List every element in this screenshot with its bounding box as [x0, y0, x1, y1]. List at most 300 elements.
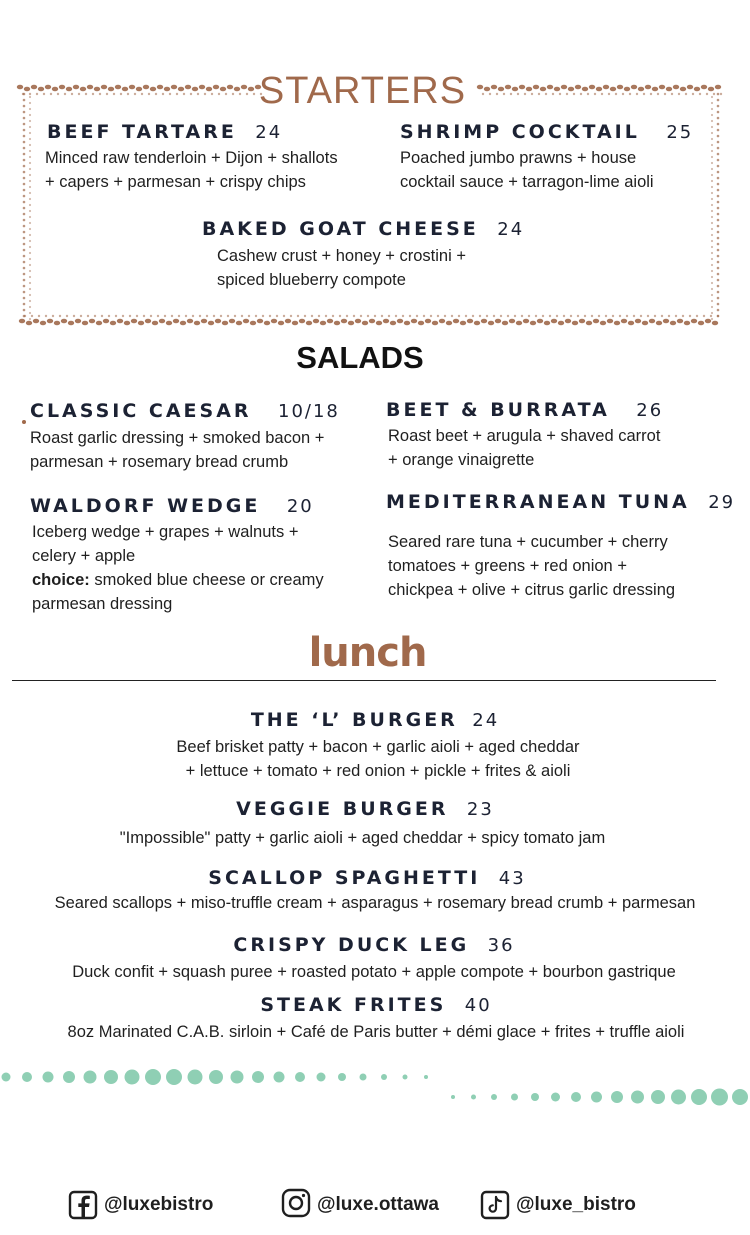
frame-dot	[169, 93, 171, 95]
frame-dot	[31, 315, 33, 317]
frame-dot	[489, 93, 491, 95]
green-dot	[451, 1095, 455, 1099]
frame-dot	[199, 315, 201, 317]
frame-dot	[717, 225, 720, 228]
frame-dot	[23, 261, 26, 264]
frame-dot	[507, 315, 509, 317]
social-tiktok[interactable]	[480, 1190, 636, 1220]
frame-dot	[717, 243, 720, 246]
frame-dot	[360, 315, 362, 317]
frame-dot	[29, 258, 31, 260]
frame-dot	[299, 319, 305, 324]
frame-dot	[554, 87, 560, 92]
frame-dot	[711, 258, 713, 260]
frame-dot	[23, 243, 26, 246]
frame-dot	[250, 321, 256, 326]
frame-dot	[23, 273, 26, 276]
frame-dot	[367, 315, 369, 317]
green-dot	[22, 1072, 32, 1082]
frame-dot	[717, 123, 720, 126]
frame-dot	[113, 93, 115, 95]
frame-dot	[255, 315, 257, 317]
green-dot	[274, 1072, 285, 1083]
item-name: STEAK FRITES	[260, 994, 447, 1016]
item-name: THE ‘L’ BURGER	[250, 709, 458, 731]
item-name: BAKED GOAT CHEESE	[202, 218, 479, 240]
frame-dot	[374, 315, 376, 317]
frame-dot	[381, 315, 383, 317]
frame-dot	[178, 315, 180, 317]
frame-dot	[278, 321, 284, 326]
frame-dot	[234, 315, 236, 317]
frame-dot	[654, 315, 656, 317]
menu-item-l-burger	[0, 709, 750, 731]
frame-dot	[711, 306, 713, 308]
frame-dot	[24, 87, 30, 92]
frame-dot	[495, 319, 501, 324]
frame-dot	[617, 85, 623, 90]
frame-dot	[643, 93, 645, 95]
frame-dot	[346, 315, 348, 317]
menu-item-beet-burrata	[386, 399, 663, 421]
frame-dot	[225, 93, 227, 95]
frame-dot	[537, 319, 543, 324]
frame-dot	[652, 87, 658, 92]
frame-dot	[711, 312, 713, 314]
frame-dot	[717, 219, 720, 222]
frame-dot	[33, 319, 39, 324]
frame-dot	[117, 319, 123, 324]
frame-dot	[185, 85, 191, 90]
frame-dot	[85, 93, 87, 95]
frame-dot	[444, 315, 446, 317]
frame-dot	[285, 319, 291, 324]
frame-dot	[717, 231, 720, 234]
frame-dot	[703, 315, 705, 317]
frame-dot	[23, 183, 26, 186]
frame-dot	[129, 85, 135, 90]
decorative-dot	[22, 420, 26, 424]
frame-dot	[570, 315, 572, 317]
frame-dot	[29, 234, 31, 236]
frame-dot	[66, 87, 72, 92]
frame-dot	[206, 315, 208, 317]
frame-dot	[23, 279, 26, 282]
frame-dot	[66, 315, 68, 317]
frame-dot	[711, 168, 713, 170]
menu-item-mediterranean-tuna	[386, 491, 735, 513]
frame-dot	[339, 315, 341, 317]
frame-dot	[143, 85, 149, 90]
frame-dot	[23, 135, 26, 138]
item-description: Cashew crust + honey + crostini + spiced blueberry compote	[217, 247, 466, 289]
frame-dot	[215, 319, 221, 324]
frame-dot	[423, 315, 425, 317]
frame-dot	[29, 162, 31, 164]
frame-dot	[460, 321, 466, 326]
frame-dot	[531, 93, 533, 95]
frame-dot	[711, 204, 713, 206]
frame-dot	[484, 87, 490, 92]
frame-dot	[437, 315, 439, 317]
frame-dot	[717, 105, 720, 108]
frame-dot	[143, 315, 145, 317]
frame-dot	[624, 87, 630, 92]
frame-dot	[241, 315, 243, 317]
frame-dot	[120, 93, 122, 95]
frame-dot	[29, 270, 31, 272]
frame-dot	[311, 315, 313, 317]
frame-dot	[559, 93, 561, 95]
frame-dot	[682, 315, 684, 317]
frame-dot	[157, 315, 159, 317]
frame-dot	[638, 87, 644, 92]
frame-dot	[711, 132, 713, 134]
item-description: Iceberg wedge + grapes + walnuts + celery + apple choice: smoked blue cheese or creamy parmesan dressing	[32, 523, 324, 613]
frame-dot	[155, 93, 157, 95]
frame-dot	[708, 87, 714, 92]
frame-dot	[192, 87, 198, 92]
frame-dot	[711, 288, 713, 290]
frame-dot	[23, 255, 26, 258]
frame-dot	[59, 315, 61, 317]
frame-dot	[269, 315, 271, 317]
frame-dot	[23, 147, 26, 150]
frame-dot	[164, 87, 170, 92]
green-dot	[231, 1071, 244, 1084]
frame-dot	[23, 159, 26, 162]
frame-dot	[397, 319, 403, 324]
item-name: BEET & BURRATA	[386, 399, 610, 421]
item-description: "Impossible" patty + garlic aioli + aged cheddar + spicy tomato jam	[119, 829, 606, 847]
menu-item-steak-frites	[0, 994, 750, 1016]
frame-dot	[717, 183, 720, 186]
frame-dot	[73, 85, 79, 90]
frame-dot	[711, 102, 713, 104]
frame-dot	[127, 93, 129, 95]
frame-dot	[38, 315, 40, 317]
frame-dot	[526, 87, 532, 92]
frame-dot	[717, 189, 720, 192]
frame-dot	[64, 93, 66, 95]
frame-dot	[717, 147, 720, 150]
item-description: 8oz Marinated C.A.B. sirloin + Café de Paris butter + démi glace + frites + truffle aioli	[67, 1023, 685, 1041]
frame-dot	[388, 315, 390, 317]
frame-dot	[614, 321, 620, 326]
green-dot	[125, 1070, 140, 1085]
frame-dot	[29, 240, 31, 242]
frame-dot	[711, 144, 713, 146]
green-dot	[63, 1071, 75, 1083]
frame-dot	[80, 87, 86, 92]
frame-dot	[663, 319, 669, 324]
frame-dot	[78, 93, 80, 95]
frame-dot	[29, 96, 31, 98]
frame-dot	[711, 300, 713, 302]
frame-dot	[23, 105, 26, 108]
frame-dot	[538, 93, 540, 95]
frame-dot	[47, 319, 53, 324]
frame-dot	[711, 120, 713, 122]
frame-dot	[710, 315, 712, 317]
frame-dot	[524, 93, 526, 95]
frame-dot	[717, 177, 720, 180]
green-dot	[732, 1089, 748, 1105]
frame-dot	[717, 165, 720, 168]
frame-dot	[178, 87, 184, 92]
frame-dot	[54, 321, 60, 326]
item-price: 24	[497, 219, 525, 240]
frame-dot	[29, 288, 31, 290]
frame-dot	[23, 291, 26, 294]
frame-dot	[509, 319, 515, 324]
frame-dot	[661, 315, 663, 317]
frame-dot	[711, 294, 713, 296]
frame-dot	[458, 315, 460, 317]
frame-dot	[29, 294, 31, 296]
frame-dot	[390, 321, 396, 326]
frame-dot	[29, 108, 31, 110]
frame-dot	[122, 87, 128, 92]
frame-dot	[622, 93, 624, 95]
frame-dot	[136, 87, 142, 92]
frame-dot	[264, 321, 270, 326]
lunch-title: lunch	[308, 630, 427, 676]
green-dot	[611, 1091, 623, 1103]
frame-dot	[171, 315, 173, 317]
frame-dot	[23, 195, 26, 198]
frame-dot	[608, 93, 610, 95]
frame-dot	[514, 315, 516, 317]
frame-dot	[717, 207, 720, 210]
social-instagram[interactable]	[281, 1188, 439, 1218]
frame-dot	[640, 315, 642, 317]
frame-dot	[711, 318, 713, 320]
frame-dot	[19, 319, 25, 324]
instagram-icon	[281, 1188, 311, 1218]
green-dot	[403, 1075, 408, 1080]
frame-dot	[194, 321, 200, 326]
frame-dot	[713, 93, 715, 95]
frame-dot	[607, 319, 613, 324]
frame-dot	[594, 93, 596, 95]
frame-dot	[40, 321, 46, 326]
frame-dot	[717, 309, 720, 312]
frame-dot	[479, 315, 481, 317]
frame-dot	[257, 319, 263, 324]
tiktok-icon	[480, 1190, 510, 1220]
frame-dot	[185, 315, 187, 317]
frame-dot	[23, 315, 26, 318]
menu-item-classic-caesar	[30, 400, 340, 422]
frame-dot	[369, 319, 375, 324]
frame-dot	[575, 85, 581, 90]
frame-dot	[292, 321, 298, 326]
frame-dot	[138, 321, 144, 326]
frame-dot	[502, 321, 508, 326]
frame-dot	[220, 87, 226, 92]
frame-dot	[711, 240, 713, 242]
frame-dot	[432, 321, 438, 326]
frame-dot	[232, 93, 234, 95]
frame-dot	[689, 315, 691, 317]
frame-dot	[23, 309, 26, 312]
frame-dot	[23, 177, 26, 180]
frame-dot	[152, 321, 158, 326]
frame-dot	[23, 207, 26, 210]
frame-dot	[29, 264, 31, 266]
frame-dot	[626, 315, 628, 317]
frame-dot	[276, 315, 278, 317]
frame-dot	[715, 85, 721, 90]
frame-dot	[717, 255, 720, 258]
frame-dot	[92, 93, 94, 95]
frame-dot	[711, 126, 713, 128]
item-price: 24	[472, 710, 500, 731]
social-facebook[interactable]	[68, 1190, 213, 1220]
frame-dot	[38, 87, 44, 92]
frame-dot	[29, 210, 31, 212]
frame-dot	[248, 87, 254, 92]
frame-dot	[556, 315, 558, 317]
frame-dot	[659, 85, 665, 90]
frame-dot	[496, 93, 498, 95]
frame-dot	[29, 282, 31, 284]
green-dot	[671, 1090, 686, 1105]
frame-dot	[94, 315, 96, 317]
frame-dot	[23, 201, 26, 204]
menu-item-scallop-spaghetti	[0, 867, 734, 889]
frame-dot	[717, 297, 720, 300]
frame-dot	[636, 93, 638, 95]
frame-dot	[383, 319, 389, 324]
frame-dot	[687, 85, 693, 90]
frame-dot	[678, 93, 680, 95]
frame-dot	[717, 135, 720, 138]
frame-dot	[325, 315, 327, 317]
green-dot	[166, 1069, 182, 1085]
tiktok-handle: @luxe_bistro	[516, 1194, 636, 1215]
menu-item-waldorf-wedge	[30, 495, 314, 517]
frame-dot	[717, 141, 720, 144]
item-name: WALDORF WEDGE	[30, 495, 261, 517]
frame-dot	[341, 319, 347, 324]
green-dot	[84, 1071, 97, 1084]
frame-dot	[711, 138, 713, 140]
frame-dot	[711, 216, 713, 218]
item-description: Poached jumbo prawns + house cocktail sauce + tarragon-lime aioli	[400, 149, 654, 191]
frame-dot	[94, 87, 100, 92]
frame-dot	[164, 315, 166, 317]
frame-dot	[243, 319, 249, 324]
frame-dot	[642, 321, 648, 326]
frame-dot	[409, 315, 411, 317]
frame-dot	[26, 321, 32, 326]
frame-dot	[327, 319, 333, 324]
frame-dot	[29, 228, 31, 230]
frame-dot	[698, 321, 704, 326]
frame-dot	[355, 319, 361, 324]
frame-dot	[551, 319, 557, 324]
frame-dot	[711, 222, 713, 224]
frame-dot	[542, 315, 544, 317]
frame-dot	[29, 318, 31, 320]
frame-dot	[577, 315, 579, 317]
item-description: Beef brisket patty + bacon + garlic aioli + aged cheddar + lettuce + tomato + red onion + pickle + frites & aioli	[176, 738, 580, 780]
frame-dot	[45, 315, 47, 317]
frame-dot	[362, 321, 368, 326]
frame-dot	[236, 321, 242, 326]
frame-dot	[701, 85, 707, 90]
frame-dot	[615, 93, 617, 95]
frame-dot	[519, 85, 525, 90]
frame-dot	[544, 321, 550, 326]
frame-dot	[124, 321, 130, 326]
frame-dot	[711, 252, 713, 254]
frame-dot	[89, 319, 95, 324]
item-description: Minced raw tenderloin + Dijon + shallots + capers + parmesan + crispy chips	[45, 149, 338, 191]
frame-dot	[601, 93, 603, 95]
frame-dot	[517, 93, 519, 95]
frame-dot	[334, 321, 340, 326]
frame-dot	[717, 153, 720, 156]
salads-title: SALADS	[296, 340, 424, 375]
frame-dot	[141, 93, 143, 95]
frame-dot	[586, 321, 592, 326]
frame-dot	[108, 315, 110, 317]
frame-dot	[29, 306, 31, 308]
frame-dot	[451, 315, 453, 317]
frame-dot	[717, 117, 720, 120]
frame-dot	[649, 319, 655, 324]
frame-dot	[87, 85, 93, 90]
frame-dot	[283, 315, 285, 317]
green-dot	[631, 1091, 644, 1104]
frame-dot	[29, 198, 31, 200]
frame-dot	[486, 315, 488, 317]
frame-dot	[29, 312, 31, 314]
frame-dot	[29, 138, 31, 140]
frame-dot	[580, 93, 582, 95]
frame-dot	[696, 315, 698, 317]
frame-dot	[711, 228, 713, 230]
frame-dot	[717, 303, 720, 306]
frame-dot	[645, 85, 651, 90]
frame-dot	[297, 315, 299, 317]
item-price: 26	[636, 400, 664, 421]
green-dot	[145, 1069, 161, 1085]
frame-dot	[29, 300, 31, 302]
frame-dot	[29, 126, 31, 128]
frame-dot	[29, 216, 31, 218]
frame-dot	[29, 114, 31, 116]
frame-dot	[668, 315, 670, 317]
green-dot	[360, 1074, 367, 1081]
frame-dot	[685, 93, 687, 95]
item-name: SHRIMP COCKTAIL	[400, 121, 640, 143]
frame-dot	[23, 297, 26, 300]
lunch-divider	[12, 680, 716, 681]
frame-dot	[29, 174, 31, 176]
green-dot	[491, 1094, 497, 1100]
frame-dot	[101, 315, 103, 317]
green-dot	[252, 1071, 264, 1083]
frame-dot	[491, 85, 497, 90]
frame-dot	[717, 315, 720, 318]
frame-dot	[717, 213, 720, 216]
frame-dot	[610, 87, 616, 92]
frame-dot	[75, 319, 81, 324]
